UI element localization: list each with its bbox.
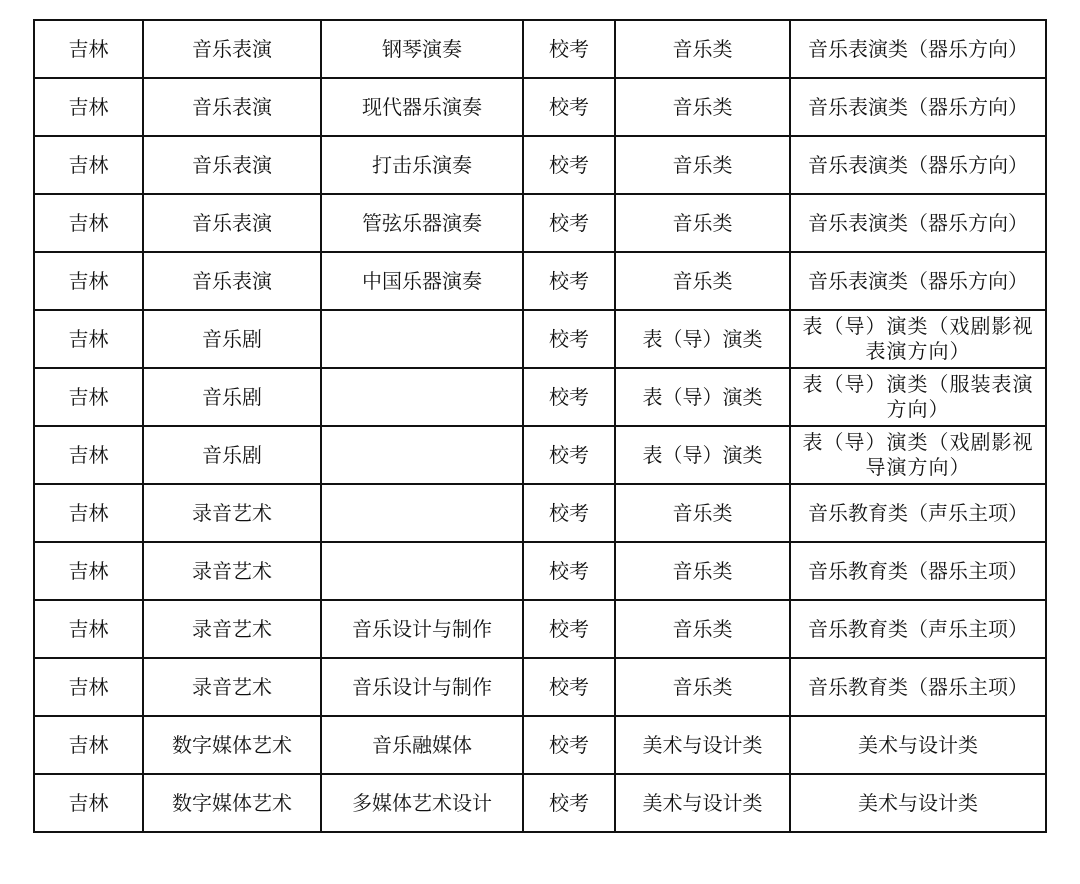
direction-cell: 钢琴演奏 bbox=[321, 20, 523, 78]
unified-exam-cell: 音乐表演类（器乐方向） bbox=[790, 20, 1046, 78]
table-row bbox=[34, 484, 1046, 542]
direction-cell: 音乐融媒体 bbox=[321, 716, 523, 774]
direction-cell: 管弦乐器演奏 bbox=[321, 194, 523, 252]
direction-cell bbox=[321, 484, 523, 542]
province-cell: 吉林 bbox=[34, 310, 143, 368]
table-row bbox=[34, 600, 1046, 658]
exam-type-cell: 校考 bbox=[523, 542, 615, 600]
province-cell: 吉林 bbox=[34, 252, 143, 310]
major-cell: 录音艺术 bbox=[143, 542, 321, 600]
category-cell: 音乐类 bbox=[615, 252, 790, 310]
exam-type-cell: 校考 bbox=[523, 252, 615, 310]
exam-type-cell: 校考 bbox=[523, 484, 615, 542]
unified-exam-cell: 表（导）演类（戏剧影视表演方向） bbox=[790, 310, 1046, 368]
table-row bbox=[34, 252, 1046, 310]
unified-exam-cell: 音乐教育类（器乐主项） bbox=[790, 542, 1046, 600]
exam-type-cell: 校考 bbox=[523, 194, 615, 252]
major-cell: 音乐表演 bbox=[143, 252, 321, 310]
category-cell: 音乐类 bbox=[615, 20, 790, 78]
category-cell: 音乐类 bbox=[615, 136, 790, 194]
table-row bbox=[34, 194, 1046, 252]
exam-type-cell: 校考 bbox=[523, 426, 615, 484]
exam-type-cell: 校考 bbox=[523, 78, 615, 136]
province-cell: 吉林 bbox=[34, 658, 143, 716]
unified-exam-cell: 音乐表演类（器乐方向） bbox=[790, 78, 1046, 136]
table-row bbox=[34, 136, 1046, 194]
unified-exam-cell: 表（导）演类（戏剧影视导演方向） bbox=[790, 426, 1046, 484]
province-cell: 吉林 bbox=[34, 194, 143, 252]
table-row bbox=[34, 426, 1046, 484]
unified-exam-cell: 音乐教育类（器乐主项） bbox=[790, 658, 1046, 716]
table-row bbox=[34, 20, 1046, 78]
province-cell: 吉林 bbox=[34, 542, 143, 600]
category-cell: 表（导）演类 bbox=[615, 426, 790, 484]
table-body bbox=[34, 20, 1046, 832]
major-cell: 录音艺术 bbox=[143, 484, 321, 542]
exam-type-cell: 校考 bbox=[523, 774, 615, 832]
category-cell: 表（导）演类 bbox=[615, 368, 790, 426]
direction-cell bbox=[321, 542, 523, 600]
exam-type-cell: 校考 bbox=[523, 310, 615, 368]
province-cell: 吉林 bbox=[34, 484, 143, 542]
table-container bbox=[33, 19, 1047, 833]
major-cell: 录音艺术 bbox=[143, 600, 321, 658]
unified-exam-cell: 音乐表演类（器乐方向） bbox=[790, 136, 1046, 194]
table-row bbox=[34, 78, 1046, 136]
unified-exam-cell: 音乐表演类（器乐方向） bbox=[790, 252, 1046, 310]
major-cell: 音乐表演 bbox=[143, 194, 321, 252]
table-row bbox=[34, 310, 1046, 368]
category-cell: 音乐类 bbox=[615, 600, 790, 658]
category-cell: 音乐类 bbox=[615, 194, 790, 252]
unified-exam-cell: 音乐表演类（器乐方向） bbox=[790, 194, 1046, 252]
direction-cell bbox=[321, 368, 523, 426]
category-cell: 表（导）演类 bbox=[615, 310, 790, 368]
table-row bbox=[34, 542, 1046, 600]
province-cell: 吉林 bbox=[34, 136, 143, 194]
major-cell: 录音艺术 bbox=[143, 658, 321, 716]
province-cell: 吉林 bbox=[34, 774, 143, 832]
unified-exam-cell: 表（导）演类（服装表演方向） bbox=[790, 368, 1046, 426]
category-cell: 音乐类 bbox=[615, 78, 790, 136]
unified-exam-cell: 美术与设计类 bbox=[790, 716, 1046, 774]
exam-type-cell: 校考 bbox=[523, 600, 615, 658]
category-cell: 音乐类 bbox=[615, 542, 790, 600]
table-row bbox=[34, 368, 1046, 426]
table-row bbox=[34, 774, 1046, 832]
direction-cell bbox=[321, 426, 523, 484]
major-cell: 音乐剧 bbox=[143, 426, 321, 484]
unified-exam-cell: 音乐教育类（声乐主项） bbox=[790, 600, 1046, 658]
direction-cell: 音乐设计与制作 bbox=[321, 658, 523, 716]
major-cell: 音乐剧 bbox=[143, 310, 321, 368]
exam-type-cell: 校考 bbox=[523, 368, 615, 426]
province-cell: 吉林 bbox=[34, 78, 143, 136]
major-cell: 音乐表演 bbox=[143, 136, 321, 194]
exam-type-cell: 校考 bbox=[523, 716, 615, 774]
admissions-table bbox=[33, 19, 1047, 833]
province-cell: 吉林 bbox=[34, 716, 143, 774]
unified-exam-cell: 美术与设计类 bbox=[790, 774, 1046, 832]
province-cell: 吉林 bbox=[34, 426, 143, 484]
category-cell: 音乐类 bbox=[615, 658, 790, 716]
direction-cell bbox=[321, 310, 523, 368]
province-cell: 吉林 bbox=[34, 600, 143, 658]
category-cell: 音乐类 bbox=[615, 484, 790, 542]
major-cell: 数字媒体艺术 bbox=[143, 716, 321, 774]
direction-cell: 打击乐演奏 bbox=[321, 136, 523, 194]
exam-type-cell: 校考 bbox=[523, 658, 615, 716]
direction-cell: 现代器乐演奏 bbox=[321, 78, 523, 136]
major-cell: 音乐表演 bbox=[143, 20, 321, 78]
province-cell: 吉林 bbox=[34, 20, 143, 78]
exam-type-cell: 校考 bbox=[523, 136, 615, 194]
unified-exam-cell: 音乐教育类（声乐主项） bbox=[790, 484, 1046, 542]
direction-cell: 音乐设计与制作 bbox=[321, 600, 523, 658]
major-cell: 数字媒体艺术 bbox=[143, 774, 321, 832]
major-cell: 音乐剧 bbox=[143, 368, 321, 426]
province-cell: 吉林 bbox=[34, 368, 143, 426]
table-row bbox=[34, 716, 1046, 774]
exam-type-cell: 校考 bbox=[523, 20, 615, 78]
table-row bbox=[34, 658, 1046, 716]
category-cell: 美术与设计类 bbox=[615, 774, 790, 832]
direction-cell: 多媒体艺术设计 bbox=[321, 774, 523, 832]
category-cell: 美术与设计类 bbox=[615, 716, 790, 774]
major-cell: 音乐表演 bbox=[143, 78, 321, 136]
direction-cell: 中国乐器演奏 bbox=[321, 252, 523, 310]
